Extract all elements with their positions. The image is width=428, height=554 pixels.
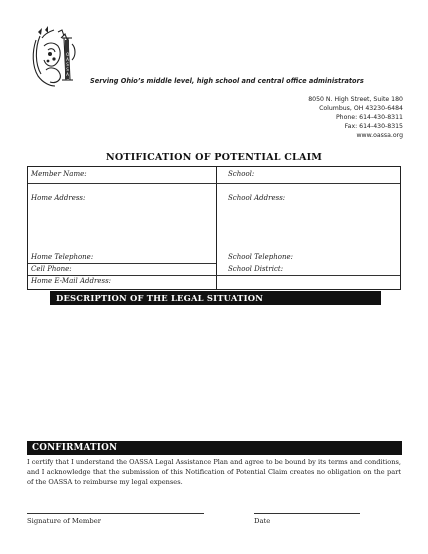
row-divider [28,263,216,264]
member-signature-line[interactable] [27,513,204,514]
svg-text:O: O [66,52,70,57]
signature-member-label: Signature of Member [27,517,101,525]
address-city: Columbus, OH 43230-6484 [319,105,403,113]
address-website: www.oassa.org [356,132,403,140]
address-street: 8050 N. High Street, Suite 180 [308,96,403,103]
svg-text:A: A [66,72,69,77]
school-address-field[interactable]: School Address: [228,194,286,202]
contact-address-block [308,95,403,140]
address-fax: Fax: 614-430-8315 [344,123,403,131]
description-heading: DESCRIPTION OF THE LEGAL SITUATION [50,291,381,305]
school-telephone-field[interactable]: School Telephone: [228,253,293,261]
signature-date-label: Date [254,517,271,525]
confirmation-heading: CONFIRMATION [27,441,402,455]
member-name-field[interactable]: Member Name: [31,170,87,178]
school-field[interactable]: School: [228,170,255,178]
home-email-field[interactable]: Home E-Mail Address: [31,277,112,285]
date-signature-line[interactable] [254,513,360,514]
certification-text: I certify that I understand the OASSA Legal Assistance Plan and agree to be bound by its terms and conditions, and I acknowledge that the submission of this Notification of Potential Claim creates no obligation on the part of the OASSA to reimburse my legal expenses. [27,458,401,486]
description-area[interactable] [27,306,401,438]
svg-text:S: S [66,67,69,72]
page-title: NOTIFICATION OF POTENTIAL CLAIM [105,152,323,163]
tagline: Serving Ohio’s middle level, high school and central office administrators [90,77,364,85]
svg-text:A: A [66,57,69,62]
home-address-field[interactable]: Home Address: [31,194,86,202]
home-telephone-field[interactable]: Home Telephone: [31,253,94,261]
member-info-form [27,166,401,290]
cell-phone-field[interactable]: Cell Phone: [31,265,72,273]
school-district-field[interactable]: School District: [228,265,284,273]
svg-text:S: S [66,62,69,67]
column-divider [216,167,217,289]
oassa-logo [28,26,80,88]
address-phone: Phone: 614-430-8311 [335,114,403,122]
row-divider [28,275,400,276]
row-divider [28,183,400,184]
